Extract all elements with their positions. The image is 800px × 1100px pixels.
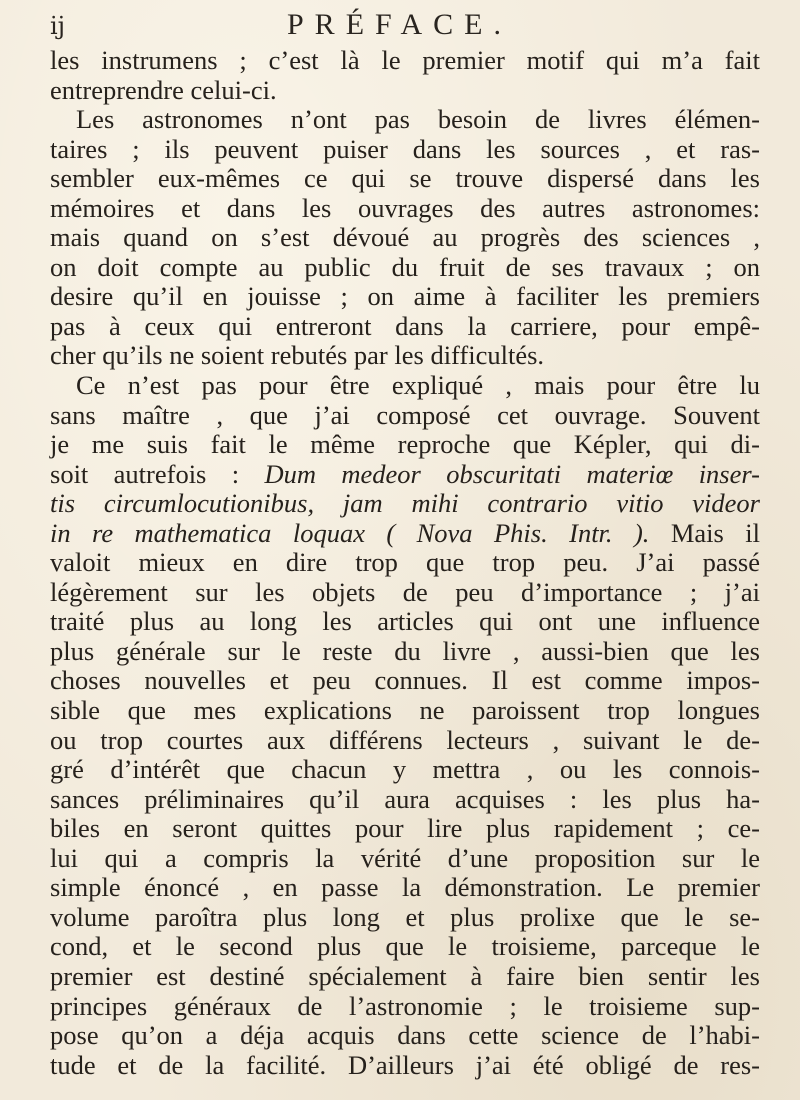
text-line: tude et de la facilité. D’ailleurs j’ai été obligé de res- (50, 1049, 760, 1080)
text-line: sible que mes explications ne paroissent trop longues (50, 695, 760, 726)
text-line: taires ; ils peuvent puiser dans les sources , et ras- (50, 133, 760, 164)
text-line: premier est destiné spécialement à faire bien sentir les (50, 960, 760, 991)
text-line: légèrement sur les objets de peu d’importance ; j’ai (50, 576, 760, 607)
text-line: pose qu’on a déja acquis dans cette science de l’habi- (50, 1020, 760, 1051)
text-line: je me suis fait le même reproche que Képler, qui di- (50, 429, 760, 460)
text-line: plus générale sur le reste du livre , aussi-bien que les (50, 635, 760, 666)
page-number: ij (50, 12, 66, 40)
text-line: mais quand on s’est dévoué au progrès des sciences , (50, 222, 760, 253)
text-line (50, 460, 760, 490)
italic-quotation: Dum medeor obscuritati materiœ inser- (264, 458, 760, 489)
text-line: sances préliminaires qu’il aura acquises : les plus ha- (50, 783, 760, 814)
running-title: PRÉFACE. (287, 8, 512, 41)
text-line (50, 519, 760, 549)
text-segment: soit autrefois : (50, 458, 265, 489)
text-line: traité plus au long les articles qui ont une influence (50, 606, 760, 637)
italic-quotation: in re mathematica loquax ( Nova Phis. Intr. ). (50, 517, 650, 548)
text-line: principes généraux de l’astronomie ; le troisieme sup- (50, 990, 760, 1021)
text-line: cher qu’ils ne soient rebutés par les difficultés. (50, 340, 545, 371)
text-line: lui qui a compris la vérité d’une proposition sur le (50, 842, 760, 873)
italic-quotation: tis circumlocutionibus, jam mihi contrario vitio videor (50, 488, 760, 519)
text-line: simple énoncé , en passe la démonstration. Le premier (50, 872, 760, 903)
text-line: Ce n’est pas pour être expliqué , mais pour être lu (76, 370, 760, 401)
text-line: volume paroîtra plus long et plus prolixe que le se- (50, 901, 760, 932)
text-line: desire qu’il en jouisse ; on aime à faciliter les premiers (50, 281, 760, 312)
text-line: entreprendre celui-ci. (50, 74, 277, 105)
text-line: sembler eux-mêmes ce qui se trouve dispersé dans les (50, 163, 760, 194)
text-line: les instrumens ; c’est là le premier motif qui m’a fait (50, 45, 760, 75)
text-line: Les astronomes n’ont pas besoin de livres élémen- (76, 104, 760, 135)
text-segment: Mais il (649, 517, 760, 548)
text-line (50, 489, 760, 519)
text-line: ou trop courtes aux différens lecteurs , suivant le de- (50, 724, 760, 755)
text-line: choses nouvelles et peu connues. Il est comme impos- (50, 665, 760, 696)
page-header (50, 8, 750, 48)
text-line: valoit mieux en dire trop que trop peu. J’ai passé (50, 547, 760, 578)
text-line: mémoires et dans les ouvrages des autres astronomes: (50, 192, 760, 223)
text-line: on doit compte au public du fruit de ses travaux ; on (50, 251, 760, 282)
text-line: cond, et le second plus que le troisieme, parceque le (50, 931, 760, 962)
text-line: biles en seront quittes pour lire plus rapidement ; ce- (50, 813, 760, 844)
text-line: pas à ceux qui entreront dans la carriere, pour empê- (50, 310, 760, 341)
text-line: gré d’intérêt que chacun y mettra , ou les connois- (50, 754, 760, 785)
body-text (50, 46, 760, 1080)
text-line: sans maître , que j’ai composé cet ouvrage. Souvent (50, 399, 760, 430)
